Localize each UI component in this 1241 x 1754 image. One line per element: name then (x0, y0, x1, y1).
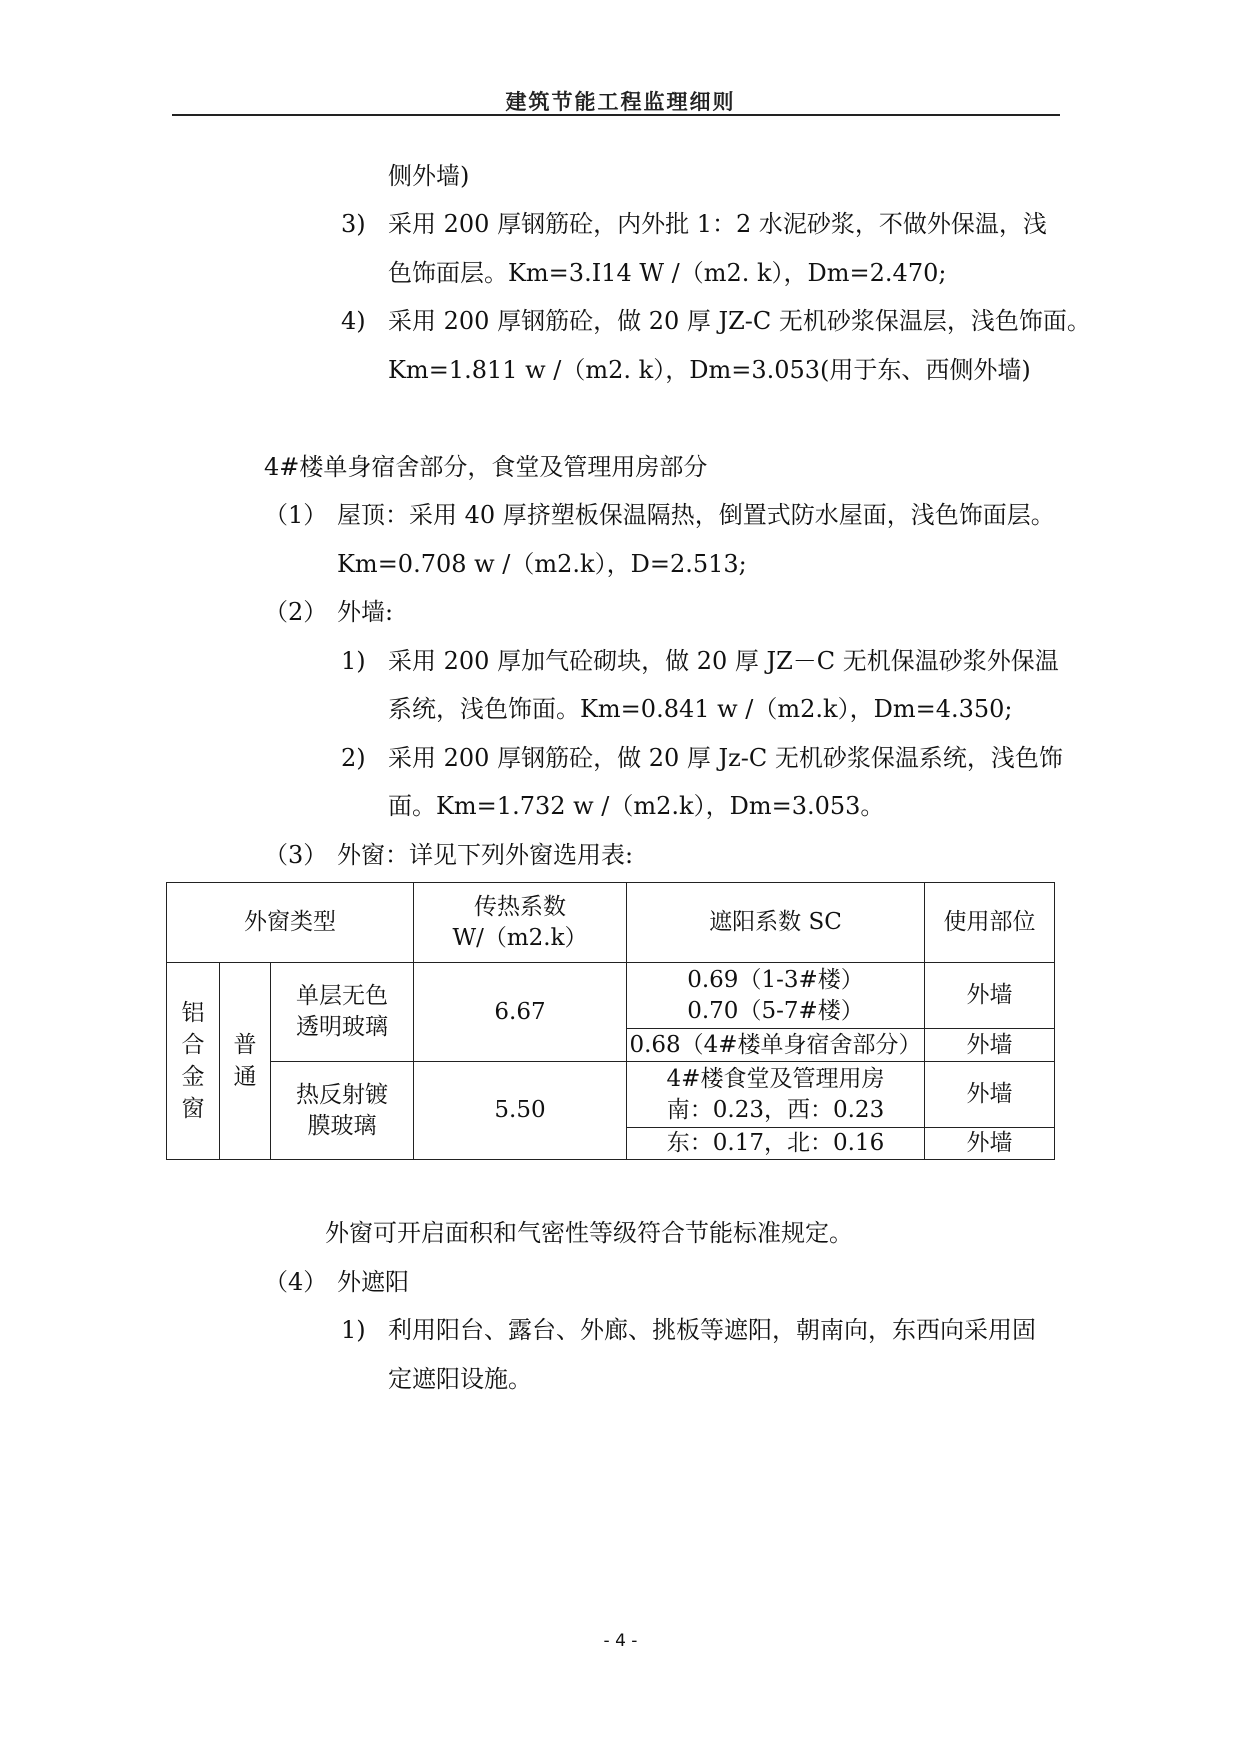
text-line: 系统，浅色饰面。Km=0.841 w /（m2.k），Dm=4.350; (388, 695, 1013, 723)
text-line: 外墙: (337, 598, 394, 626)
glass-grade-text: 普通 (233, 1032, 257, 1090)
u-value-cell: 6.67 (414, 963, 627, 1062)
shading-cell: 0.68（4#楼单身宿舍部分） (627, 1029, 925, 1062)
shading-cell (627, 1062, 925, 1128)
text-line: Km=1.811 w /（m2. k），Dm=3.053(用于东、西侧外墙) (388, 356, 1031, 384)
glass-type-line2: 透明玻璃 (296, 1014, 388, 1040)
frame-type-cell (167, 963, 220, 1160)
text-line: 侧外墙) (388, 162, 470, 190)
text-line: 外遮阳 (337, 1268, 409, 1296)
shading-cell (627, 963, 925, 1029)
shading-cell: 东：0.17，北：0.16 (627, 1128, 925, 1160)
page-header-title: 建筑节能工程监理细则 (505, 90, 736, 114)
glass-type-cell (271, 963, 414, 1062)
usage-cell: 外墙 (925, 1128, 1055, 1160)
glass-type-line2: 膜玻璃 (307, 1112, 377, 1139)
item-number: （3） (264, 841, 328, 869)
text-line: Km=0.708 w /（m2.k），D=2.513; (337, 550, 747, 578)
glass-type-line1: 单层无色 (296, 983, 388, 1009)
u-value-cell: 5.50 (414, 1062, 627, 1160)
text-line: 屋顶：采用 40 厚挤塑板保温隔热，倒置式防水屋面，浅色饰面层。 (337, 501, 1055, 529)
text-line: 定遮阳设施。 (388, 1365, 532, 1393)
text-line: 采用 200 厚钢筋砼，做 20 厚 Jz-C 无机砂浆保温系统，浅色饰 (388, 744, 1063, 772)
text-line: 面。Km=1.732 w /（m2.k），Dm=3.053。 (388, 792, 885, 820)
usage-cell: 外墙 (925, 1029, 1055, 1062)
item-number: （4） (264, 1268, 328, 1296)
glass-type-line1: 热反射镀 (296, 1081, 388, 1108)
text-line: 外窗可开启面积和气密性等级符合节能标准规定。 (325, 1219, 853, 1247)
page-number: - 4 - (603, 1631, 638, 1651)
glass-grade-cell (220, 963, 271, 1160)
usage-cell: 外墙 (925, 1062, 1055, 1128)
section-heading: 4#楼单身宿舍部分，食堂及管理用房部分 (264, 453, 708, 481)
header-usage: 使用部位 (925, 883, 1055, 963)
item-number: （1） (264, 501, 328, 529)
frame-type-text: 铝合金窗 (181, 1000, 205, 1122)
header-u-value-line2: W/（m2.k） (452, 924, 588, 951)
text-line: 色饰面层。Km=3.I14 W /（m2. k），Dm=2.470; (388, 259, 947, 287)
usage-cell: 外墙 (925, 963, 1055, 1029)
text-line: 采用 200 厚钢筋砼，内外批 1：2 水泥砂浆，不做外保温，浅 (388, 210, 1047, 238)
item-number: 1) (341, 1316, 366, 1344)
item-number: 2) (341, 744, 366, 772)
header-shading-coefficient: 遮阳系数 SC (627, 883, 925, 963)
shading-line2: 0.70（5-7#楼） (687, 997, 864, 1024)
header-u-value (414, 883, 627, 963)
header-divider (172, 114, 1060, 116)
item-number: （2） (264, 598, 328, 626)
text-line: 外窗：详见下列外窗选用表: (337, 841, 634, 869)
shading-line1: 0.69（1-3#楼） (687, 966, 864, 993)
window-selection-table (166, 882, 1055, 1160)
shading-line1: 4#楼食堂及管理用房 (666, 1065, 885, 1092)
header-u-value-line1: 传热系数 (474, 893, 566, 920)
text-line: 利用阳台、露台、外廊、挑板等遮阳，朝南向，东西向采用固 (388, 1316, 1036, 1344)
text-line: 采用 200 厚加气砼砌块，做 20 厚 JZ－C 无机保温砂浆外保温 (388, 647, 1059, 675)
shading-line2: 南：0.23，西：0.23 (666, 1096, 885, 1123)
item-number: 3) (341, 210, 366, 238)
item-number: 1) (341, 647, 366, 675)
glass-type-cell (271, 1062, 414, 1160)
item-number: 4) (341, 307, 366, 335)
header-window-type: 外窗类型 (167, 883, 414, 963)
text-line: 采用 200 厚钢筋砼，做 20 厚 JZ-C 无机砂浆保温层，浅色饰面。 (388, 307, 1091, 335)
